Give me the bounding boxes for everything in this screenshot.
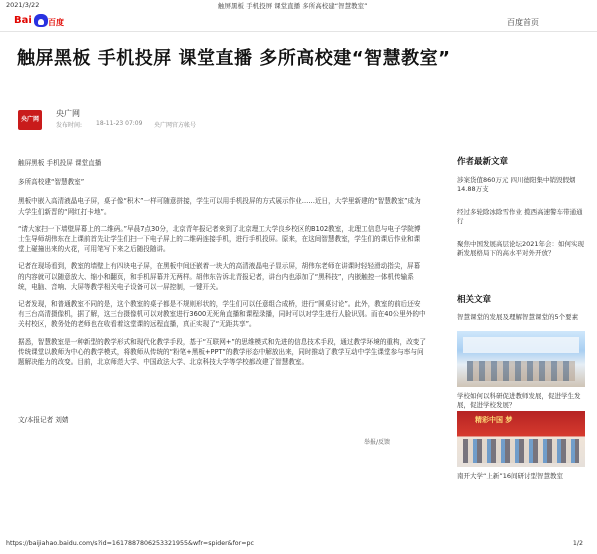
article-paragraph: 记者在现场看到，教室的墙壁上有四块电子屏，在黑板中间还嵌着一块大的高清液晶电子显示屏，胡伟东老师在讲课时轻轻滑动指尖，屏幕的内容就可以随意放大、缩小和翻页，和手机屏幕并无两样。胡伟东告诉北青报记者，讲台内也添加了“黑科技”，内嵌触控一体机传输系统，电脑、音响、大屏等教学相关电子设备可以一屏控制，一键开关。 <box>18 262 421 291</box>
related-article-link[interactable]: 南开大学“上新”16间研讨型智慧教室 <box>457 472 564 480</box>
related-article-link[interactable]: 智慧课堂的发展及理解智慧课堂的5个要素 <box>457 313 579 321</box>
baidu-paw-icon <box>34 14 48 27</box>
published-label: 发布时间: <box>56 122 83 129</box>
author-name[interactable]: 央广网 <box>56 109 80 118</box>
related-article-thumbnail[interactable] <box>457 331 585 387</box>
baidu-logo[interactable] <box>14 14 64 28</box>
article-paragraph: 触屏黑板 手机投屏 课堂直播 <box>18 159 102 167</box>
latest-article-link[interactable]: 经过多轮除冰除雪作业 揽西高速警车带通通行 <box>457 208 583 225</box>
print-footer <box>0 538 597 552</box>
page-number: 1/2 <box>572 540 583 547</box>
related-article-thumbnail[interactable] <box>457 411 585 467</box>
author-avatar[interactable]: 央广网 <box>18 110 42 130</box>
logo-text-baidu: 百度 <box>48 18 64 27</box>
latest-article-link[interactable]: 聚焦中国发展高层论坛2021年会：如何实现新发展格局下的高水平对外开放？ <box>457 240 585 257</box>
article-paragraph: 多所高校建“智慧教室” <box>18 178 85 187</box>
print-date: 2021/3/22 <box>6 1 40 9</box>
related-articles-heading: 相关文章 <box>457 295 492 305</box>
article-body <box>18 158 426 374</box>
baidu-home-link[interactable]: 百度首页 <box>507 18 539 27</box>
author-source: 央广网官方帐号 <box>154 122 197 129</box>
article-paragraph: 记者发现，和普通教室不同的是，这个教室的桌子都是不规则形状的，学生们可以任意组合成桥，进行“圆桌讨论”。此外，教室的前后还安有三台高清摄像机，据了解，这三台摄像机可以对教室进行3600无死角直播和课程录播，同时可以对学生进行人脸识别。而在40公里外的中关村校区，教务处的老师也在收看着这堂课的远程直播，真正实现了“无距共享”。 <box>18 300 426 329</box>
article-paragraph: “请大家扫一下墙壁屏幕上的二维码。”早晨7点30分，北京青年报记者来到了北京理工大学良乡校区的B102教室，北理工信息与电子学院博士生导师胡伟东在上课前首先让学生们扫一下电子屏上的二维码连接手机，进行手机投屏。原来，在这间智慧教室，学生们的课后作业和课堂上碰撞出来的火花，可用笔写下来之后随投随讲。 <box>18 224 421 254</box>
page-url: https://baijiahao.baidu.com/s?id=1617887806253321955&wfr=spider&for=pc <box>6 540 254 547</box>
logo-text-bai: Bai <box>14 15 32 26</box>
related-article-link[interactable]: 学校如何以科研促进教师发展，促进学生发展，促进学校发展？ <box>457 392 581 409</box>
article-paragraph: 黑板中嵌入高清液晶电子屏，桌子像“积木”一样可随意拼接，学生可以用手机投屏的方式展示作业……近日，大学里新建的“智慧教室”成为大学生们新晋的“网红打卡地”。 <box>18 197 421 216</box>
print-header <box>0 0 597 12</box>
top-bar <box>0 12 597 32</box>
article-editor: 文/本报记者 刘婧 <box>18 416 69 424</box>
published-time: 18-11-23 07:09 <box>96 120 143 127</box>
report-feedback-link[interactable]: 举报/反馈 <box>364 439 391 446</box>
latest-articles-heading: 作者最新文章 <box>457 157 509 167</box>
latest-article-link[interactable]: 涉案货值860万元 四川德阳集中销毁假烟14.88万支 <box>457 176 576 193</box>
print-title: 触屏黑板 手机投屏 课堂直播 多所高校建“智慧教室” <box>218 2 368 10</box>
article-paragraph: 据悉，智慧教室是一种新型的教学形式和现代化教学手段，基于“互联网+”的思维模式和先进的信息技术手段，通过教学环境的重构，改变了传统课堂以教师为中心的教学模式，将教师从传统的“粉笔+黑板+PPT”的教学形态中解放出来，同时推动了教学互动中学生课堂参与率与问题解决能力的改变。目前，北京师范大学、中国政法大学、北京科技大学等学校都改建了智慧教室。 <box>18 337 426 367</box>
author-info <box>18 108 418 136</box>
article-headline: 触屏黑板 手机投屏 课堂直播 多所高校建“智慧教室” <box>17 48 451 69</box>
